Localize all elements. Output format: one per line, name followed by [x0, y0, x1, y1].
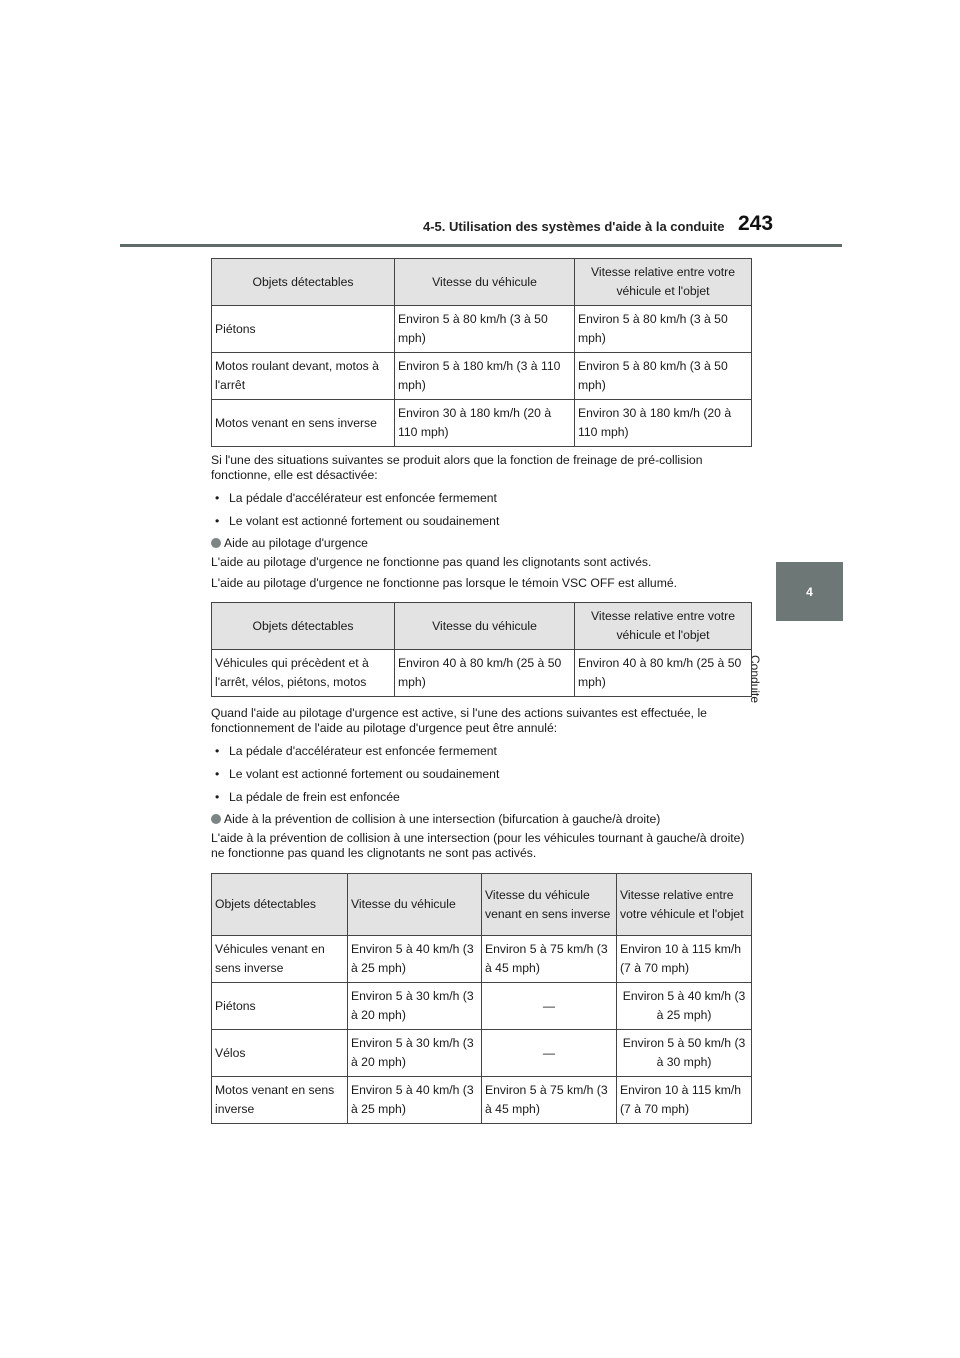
detection-table-precollision [211, 258, 752, 447]
table-header-row [212, 259, 752, 306]
table-cell: Véhicules qui précèdent et à l'arrêt, vélos, piétons, motos [212, 650, 395, 697]
table-cell: Environ 30 à 180 km/h (20 à 110 mph) [395, 400, 575, 447]
paragraph: L'aide au pilotage d'urgence ne fonctionne pas quand les clignotants sont activés. [211, 555, 652, 569]
table-cell: Environ 5 à 80 km/h (3 à 50 mph) [575, 306, 752, 353]
table-header-row [212, 603, 752, 650]
table-row [212, 1030, 752, 1077]
table-cell: Motos venant en sens inverse [212, 400, 395, 447]
list-item: • La pédale d'accélérateur est enfoncée fermement [215, 744, 497, 758]
page-number: 243 [738, 212, 774, 235]
header-divider [120, 244, 842, 247]
table-header: Vitesse du véhicule [395, 603, 575, 650]
table-cell: Environ 5 à 40 km/h (3 à 25 mph) [348, 936, 482, 983]
table-header: Vitesse relative entre votre véhicule et l'objet [575, 603, 752, 650]
table-cell: Environ 5 à 75 km/h (3 à 45 mph) [482, 936, 617, 983]
table-header: Vitesse relative entre votre véhicule et l'objet [617, 874, 752, 936]
table-header: Objets détectables [212, 603, 395, 650]
table-header: Vitesse relative entre votre véhicule et l'objet [575, 259, 752, 306]
list-item: • La pédale de frein est enfoncée [215, 790, 400, 804]
table-cell: Environ 5 à 40 km/h (3 à 25 mph) [617, 983, 752, 1030]
paragraph: L'aide à la prévention de collision à une intersection (pour les véhicules tournant à gauche/à droite) ne fonctionne pas quand les clignotants ne sont pas activés. [211, 831, 745, 860]
chapter-label: Conduite [748, 655, 762, 704]
list-item: • La pédale d'accélérateur est enfoncée fermement [215, 491, 497, 505]
list-item-text: La pédale d'accélérateur est enfoncée fermement [229, 744, 497, 758]
subsection-heading [211, 536, 751, 551]
table-cell: Environ 5 à 80 km/h (3 à 50 mph) [395, 306, 575, 353]
table-header-row [212, 874, 752, 936]
subsection-heading [211, 812, 751, 827]
table-cell: Environ 5 à 75 km/h (3 à 45 mph) [482, 1077, 617, 1124]
table-cell: Environ 5 à 50 km/h (3 à 30 mph) [617, 1030, 752, 1077]
table-cell: — [482, 983, 617, 1030]
table-cell: Environ 5 à 30 km/h (3 à 20 mph) [348, 983, 482, 1030]
table-row [212, 1077, 752, 1124]
table-row [212, 353, 752, 400]
list-item-text: Le volant est actionné fortement ou soudainement [229, 767, 500, 781]
paragraph: L'aide au pilotage d'urgence ne fonctionne pas lorsque le témoin VSC OFF est allumé. [211, 576, 678, 590]
table-row [212, 983, 752, 1030]
bullet-circle-icon [211, 538, 221, 548]
table-header: Objets détectables [212, 874, 348, 936]
subsection-heading-text: Aide à la prévention de collision à une intersection (bifurcation à gauche/à droite) [224, 812, 661, 826]
table-header: Vitesse du véhicule [395, 259, 575, 306]
section-title: 4-5. Utilisation des systèmes d'aide à la conduite [423, 219, 725, 234]
list-item: • Le volant est actionné fortement ou soudainement [215, 514, 500, 528]
table-cell: Vélos [212, 1030, 348, 1077]
table-cell: — [482, 1030, 617, 1077]
table-cell: Environ 5 à 40 km/h (3 à 25 mph) [348, 1077, 482, 1124]
table-cell: Motos roulant devant, motos à l'arrêt [212, 353, 395, 400]
table-cell: Piétons [212, 306, 395, 353]
paragraph: Quand l'aide au pilotage d'urgence est active, si l'une des actions suivantes est effectuée, le fonctionnement de l'aide au pilotage d'urgence peut être annulé: [211, 706, 707, 735]
table-cell: Motos venant en sens inverse [212, 1077, 348, 1124]
table-cell: Véhicules venant en sens inverse [212, 936, 348, 983]
subsection-heading-text: Aide au pilotage d'urgence [224, 536, 368, 550]
table-cell: Environ 10 à 115 km/h (7 à 70 mph) [617, 1077, 752, 1124]
table-cell: Environ 40 à 80 km/h (25 à 50 mph) [575, 650, 752, 697]
table-cell: Environ 5 à 80 km/h (3 à 50 mph) [575, 353, 752, 400]
table-cell: Environ 10 à 115 km/h (7 à 70 mph) [617, 936, 752, 983]
table-header: Vitesse du véhicule venant en sens inverse [482, 874, 617, 936]
table-cell: Environ 5 à 180 km/h (3 à 110 mph) [395, 353, 575, 400]
table-row [212, 400, 752, 447]
list-item-text: Le volant est actionné fortement ou soudainement [229, 514, 500, 528]
list-item: • Le volant est actionné fortement ou soudainement [215, 767, 500, 781]
chapter-tab[interactable] [776, 562, 843, 621]
table-header: Objets détectables [212, 259, 395, 306]
table-cell: Environ 5 à 30 km/h (3 à 20 mph) [348, 1030, 482, 1077]
bullet-circle-icon [211, 814, 221, 824]
list-item-text: La pédale d'accélérateur est enfoncée fermement [229, 491, 497, 505]
list-item-text: La pédale de frein est enfoncée [229, 790, 400, 804]
table-cell: Environ 30 à 180 km/h (20 à 110 mph) [575, 400, 752, 447]
table-row [212, 936, 752, 983]
table-cell: Piétons [212, 983, 348, 1030]
table-row [212, 650, 752, 697]
detection-table-intersection [211, 873, 752, 1124]
table-header: Vitesse du véhicule [348, 874, 482, 936]
table-row [212, 306, 752, 353]
table-cell: Environ 40 à 80 km/h (25 à 50 mph) [395, 650, 575, 697]
chapter-number: 4 [806, 584, 813, 599]
detection-table-emergency-steering [211, 602, 752, 697]
paragraph: Si l'une des situations suivantes se produit alors que la fonction de freinage de pré-collision fonctionne, elle est désactivée: [211, 453, 703, 482]
page-content [211, 258, 751, 1124]
